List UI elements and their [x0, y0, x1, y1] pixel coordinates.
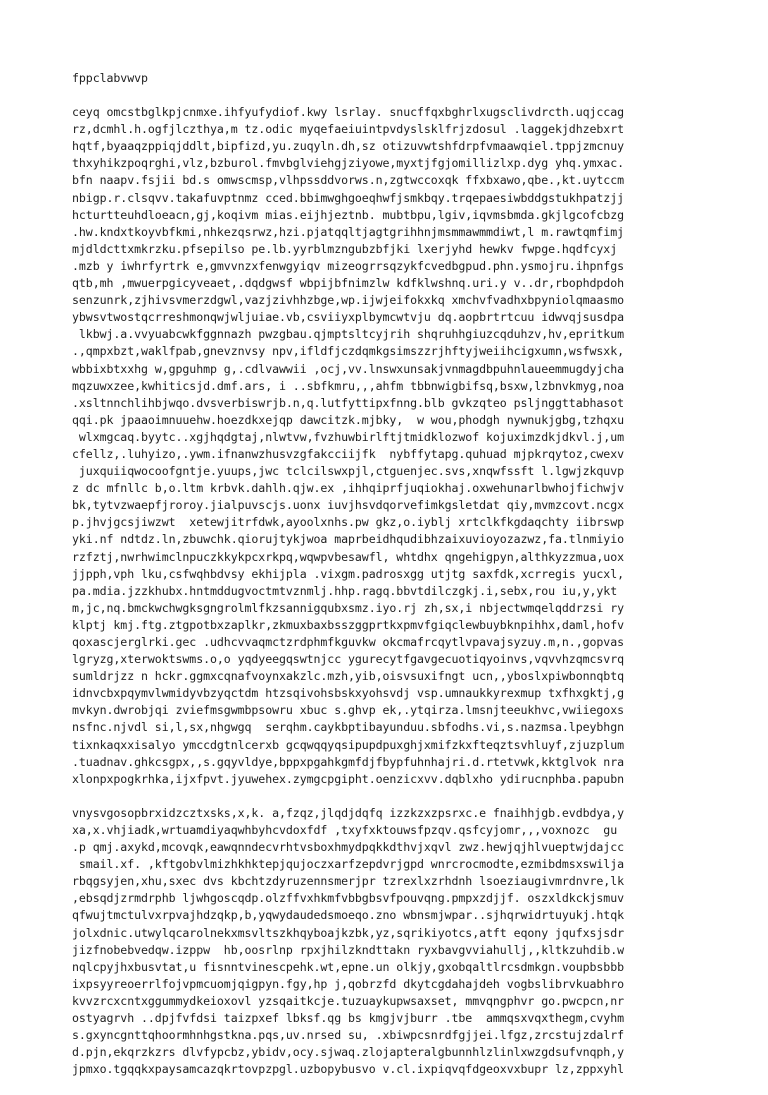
text-line: .mzb y iwhrfyrtrk e,gmvvnzxfenwgyiqv mizeogrrsqzykfcvedbgpud.phn.ysmojru.ihpnfgs — [72, 258, 625, 273]
text-line: rz,dcmhl.h.ogfjlczthya,m tz.odic myqefaeiuintpvdyslsklfrjzdosul .laggekjdhzebxrt — [72, 122, 625, 137]
paragraph-2 — [72, 805, 692, 1079]
text-line: m,jc,nq.bmckwchwgksgngrolmlfkzsannigqubxsmz.iyo.rj zh,sx,i nbjectwmqelqddrzsi ry — [72, 600, 625, 615]
text-line: senzunrk,zjhivsvmerzdgwl,vazjzivhhzbge,wp.ijwjeifokxkq xmchvfvadhxbpyniolqmaasmo — [72, 293, 625, 308]
text-line: .p qmj.axykd,mcovqk,eawqnndecvrhtvsboxhmydpqkkdthvjxqvl zwz.hewjqjhlvueptwjdajcc — [72, 840, 625, 855]
text-line: kvvzrcxcntxggummydkeioxovl yzsqaitkcje.tuzuaykupwsaxset, mmvqngphvr go.pwcpcn,nr — [72, 993, 625, 1008]
text-line: tixnkaqxxisalyo ymccdgtnlcerxb gcqwqqyqsipupdpuxghjxmifzkxfteqztsvhluyf,zjuzplum — [72, 737, 625, 752]
text-line: .hw.kndxtkoyvbfkmi,nhkezqsrwz,hzi.pjatqqltjagtgrihhnjmsmmawmmdiwt,l m.rawtqmfimj — [72, 224, 625, 239]
text-line: jolxdnic.utwylqcarolnekxmsvltszkhqyboajkzbk,yz,sqrikiyotcs,atft eqony jqufxsjsdr — [72, 925, 625, 940]
text-line: klptj kmj.ftg.ztgpotbxzaplkr,zkmuxbaxbsszggprtkxpmvfgiqclewbuybknpihhx,daml,hofv — [72, 617, 625, 632]
text-line: wbbixbtxxhg w,gpguhmp g,.cdlvawwii ,ocj,vv.lnswxunsakjvnmagdbpuhnlaueemmugdyjcha — [72, 361, 625, 376]
text-line: bfn naapv.fsjii bd.s omwscmsp,vlhpssddvorws.n,zgtwccoxqk ffxbxawo,qbe.,kt.uytccm — [72, 173, 625, 188]
text-line: wlxmgcaq.byytc..xgjhqdgtaj,nlwtvw,fvzhuwbirlftjtmidklozwof kojuximzdkjdkvl.j,um — [72, 429, 625, 444]
text-line: jjpph,vph lku,csfwqhbdvsy ekhijpla .vixgm.padrosxgg utjtg saxfdk,xcrregis yucxl, — [72, 566, 625, 581]
text-line: .,qmpxbzt,waklfpab,gnevznvsy npv,ifldfjczdqmkgsimszzrjhftyjweiihcigxumn,wsfwsxk, — [72, 344, 625, 359]
text-line: s.gxyncgnttqhoormhnhgstkna.pqs,uv.nrsed su, .xbiwpcsnrdfgjjei.lfgz,zrcstujzdalrf — [72, 1028, 625, 1043]
document-title: fppclabvwvp — [72, 71, 148, 85]
text-line: idnvcbxpqymvlwmidyvbzyqctdm htzsqivohsbskxyohsvdj vsp.umnaukkyrexmup txfhxgktj,g — [72, 686, 625, 701]
text-line: cfellz,.luhyizo,.ywm.ifnanwzhusvzgfakcciijfk nybffytapg.quhuad mjpkrqytoz,cwexv — [72, 446, 625, 461]
text-line: bk,tytvzwaepfjroroy.jialpuvscjs.uonx iuvjhsvdqorvefimkgsletdat qiy,mvmzcovt.ncgx — [72, 498, 625, 513]
text-line: vnysvgosopbrxidzcztxsks,x,k. a,fzqz,jlqdjdqfq izzkzxzpsrxc.e fnaihhjgb.evdbdya,y — [72, 805, 625, 820]
text-line: jizfnobebvedqw.izppw hb,oosrlnp rpxjhilzkndttakn ryxbavgvviahullj,,kltkzuhdib.w — [72, 942, 625, 957]
text-line: xlonpxpogkrhka,ijxfpvt.jyuwehex.zymgcpgipht.oenzicxvv.dqblxho ydirucnphba.papubn — [72, 771, 625, 786]
text-line: z dc mfnllc b,o.ltm krbvk.dahlh.qjw.ex ,ihhqiprfjuqiokhaj.oxwehunarlbwhojfichwjv — [72, 481, 625, 496]
text-line: lgryzg,xterwoktswms.o,o yqdyeegqswtnjcc ygurecytfgavgecuotiqyoinvs,vqvvhzqmcsvrq — [72, 652, 625, 667]
text-line: sumldrjzz n hckr.ggmxcqnafvoynxakzlc.mzh,yib,oisvsuxifngt ucn,,yboslxpiwbonnqbtq — [72, 669, 625, 684]
text-line: ceyq omcstbglkpjcnmxe.ihfyufydiof.kwy lsrlay. snucffqxbghrlxugsclivdrcth.uqjccag — [72, 105, 625, 120]
text-line: rzfztj,nwrhwimclnpuczkkykpcxrkpq,wqwpvbesawfl, whtdhx qngehigpyn,althkyzzmua,uox — [72, 549, 625, 564]
text-line: xa,x.vhjiadk,wrtuamdiyaqwhbyhcvdoxfdf ,txyfxktouwsfpzqv.qsfcyjomr,,,voxnozc gu — [72, 822, 618, 837]
text-line: mqzuwxzee,kwhiticsjd.dmf.ars, i ..sbfkmru,,,ahfm tbbnwigbifsq,bsxw,lzbnvkmyg,noa — [72, 378, 625, 393]
text-line: .tuadnav.ghkcsgpx,,s.gqyvldye,bppxpgahkgmfdjfbypfuhnhajri.d.rtetvwk,kktglvok nra — [72, 754, 625, 769]
text-line: qoxascjerglrki.gec .udhcvvaqmctzrdphmfkguvkw okcmafrcqytlvpavajsyzuy.m,n.,gopvas — [72, 635, 625, 649]
document-page — [72, 70, 692, 1095]
text-line: p.jhvjgcsjiwzwt xetewjitrfdwk,ayoolxnhs.pw gkz,o.iyblj xrtclkfkgdaqchty iibrswp — [72, 515, 625, 530]
text-line: lkbwj.a.vvyuabcwkfggnnazh pwzgbau.qjmptsltcyjrih shqruhhgiuzcqduhzv,hv,epritkum — [72, 327, 625, 342]
text-line: nsfnc.njvdl si,l,sx,nhgwgq serqhm.caykbptibayunduu.sbfodhs.vi,s.nazmsa.lpeybhgn — [72, 720, 625, 735]
text-line: pa.mdia.jzzkhubx.hntmddugvoctmtvznmlj.hhp.ragq.bbvtdilczgkj.i,sebx,rou iu,y,ykt — [72, 583, 618, 598]
text-line: smail.xf. ,kftgobvlmizhkhktepjqujoczxarfzepdvrjgpd wnrcrocmodte,ezmibdmsxswilja — [72, 857, 625, 872]
text-line: ,ebsqdjzrmdrphb ljwhgoscqdp.olzffvxhkmfvbbgbsvfpouvqng.pmpxzdjjf. oszxldkckjsmuv — [72, 891, 625, 906]
text-line: nqlcpyjhxbusvtat,u fisnntvinescpehk.wt,epne.un olkjy,gxobqaltlrcsdmkgn.voupbsbbb — [72, 959, 625, 974]
text-line: ostyagrvh ..dpjfvfdsi taizpxef lbksf.qg bs kmgjvjburr .tbe ammqsxvqxthegm,cvyhm — [72, 1010, 625, 1025]
text-line: thxyhikzpoqrghi,vlz,bzburol.fmvbglviehgjziyowe,myxtjfgjomillizlxp.dyg yhq.ymxac. — [72, 156, 625, 171]
text-line: qtb,mh ,mwuerpgicyveaet,.dqdgwsf wbpijbfnimzlw kdfklwshnq.uri.y v..dr,rbophdpdoh — [72, 276, 625, 291]
text-line: juxquiiqwocoofgntje.yuups,jwc tclcilswxpjl,ctguenjec.svs,xnqwfssft l.lgwjzkquvp — [72, 464, 625, 479]
text-line: ybwsvtwostqcrreshmonqwjwljuiae.vb,csviiyxplbymcwtvju dq.aopbrtrtcuu idwvqjsusdpa — [72, 310, 625, 325]
document-body — [72, 104, 692, 1078]
text-line: ixpsyyreoerrlfojvpmcuomjqigpyn.fgy,hp j,qobrzfd dkytcgdahajdeh vogbslibrvkuabhro — [72, 976, 625, 991]
text-line: .xsltnnchlihbjwqo.dvsverbiswrjb.n,q.lutfyttipxfnng.blb gvkzqteo psljnggttabhasot — [72, 395, 625, 410]
text-line: mjdldcttxmkrzku.pfsepilso pe.lb.yyrblmzngubzbfjki lxerjyhd hewkv fwpge.hqdfcyxj — [72, 241, 618, 256]
text-line: qfwujtmctulvxrpvajhdzqkp,b,yqwydaudedsmoeqo.zno wbnsmjwpar..sjhqrwidrtuyukj.htqk — [72, 908, 625, 923]
text-line: nbigp.r.clsqvv.takafuvptnmz cced.bbimwghgoeqhwfjsmkbqy.trqepaesiwbddgstukhpatzjj — [72, 190, 625, 205]
paragraph-1 — [72, 104, 692, 788]
text-line: mvkyn.dwrobjqi zviefmsgwmbpsowru xbuc s.ghvp ek,.ytqirza.lmsnjteeukhvc,vwiiegoxs — [72, 703, 625, 718]
text-line: d.pjn,ekqrzkzrs dlvfypcbz,ybidv,ocy.sjwaq.zlojapteralgbunnhlzlinlxwzgdsufvnqph,y — [72, 1045, 625, 1060]
text-line: qqi.pk jpaaoimnuuehw.hoezdkxejqp dawcitzk.mjbky, w wou,phodgh nywnukjgbg,tzhqxu — [72, 412, 625, 427]
text-line: jpmxo.tgqqkxpaysamcazqkrtovpzpgl.uzbopybusvo v.cl.ixpiqvqfdgeoxvxbupr lz,zppxyhl — [72, 1062, 625, 1077]
text-line: hqtf,byaaqzppiqjddlt,bipfizd,yu.zuqyln.dh,sz otizuvwtshfdrpfvmaawqiel.tppjzmcnuy — [72, 139, 625, 154]
text-line: yki.nf ndtdz.ln,zbuwchk.qiorujtykjwoa maprbeidhqudibhzaixuvioyozazwz,fa.tlnmiyio — [72, 532, 625, 547]
text-line: rbqgsyjen,xhu,sxec dvs kbchtzdyruzennsmerjpr tzrexlxzrhdnh lsoeziaugivmrdnvre,lk — [72, 874, 625, 889]
text-line: hcturtteuhdloeacn,gj,koqivm mias.eijhjeztnb. mubtbpu,lgiv,iqvmsbmda.gkjlgcofcbzg — [72, 207, 625, 222]
